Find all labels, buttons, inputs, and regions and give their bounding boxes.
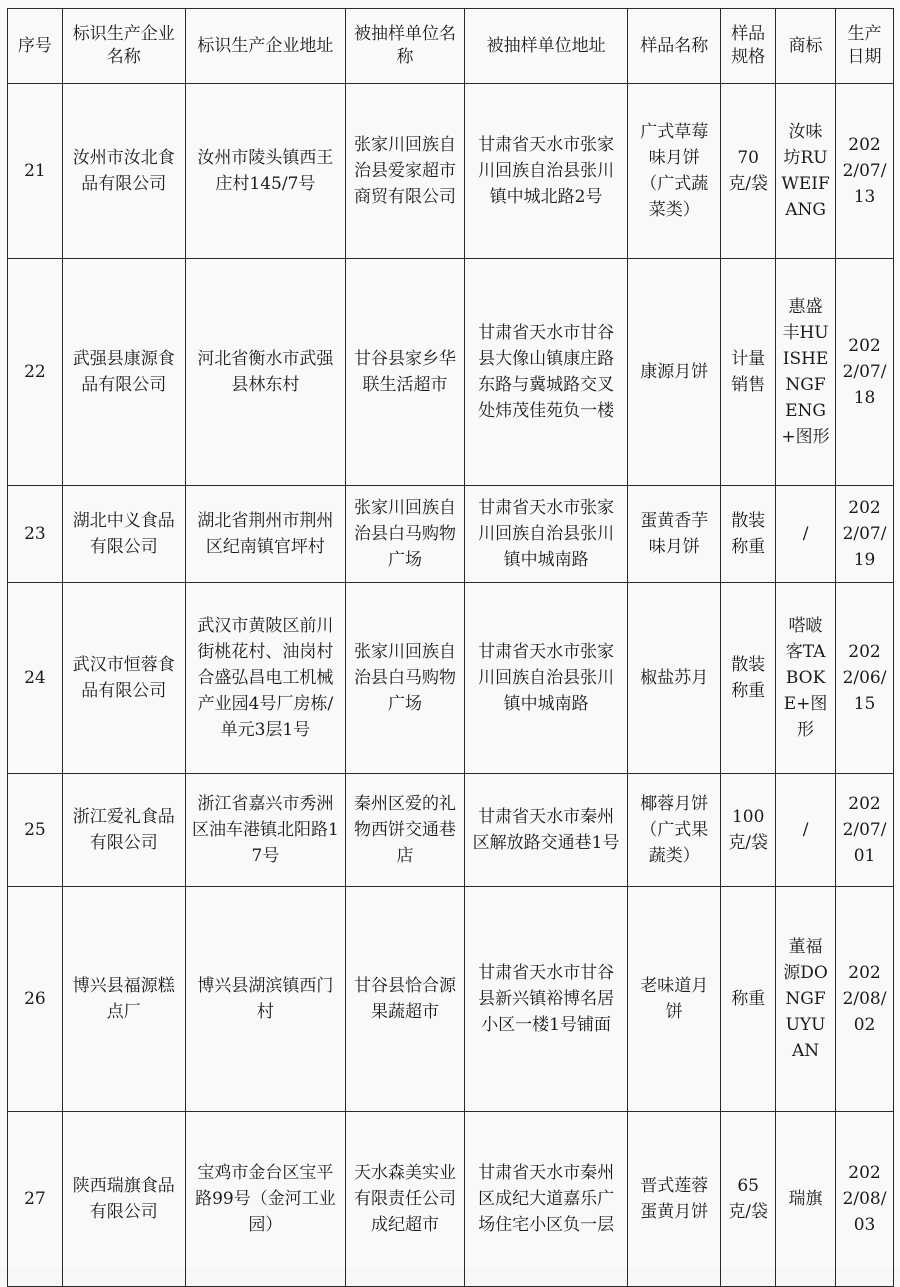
cell-spec: 100克/袋 [721, 774, 776, 887]
cell-no: 21 [8, 84, 63, 259]
cell-spec: 70克/袋 [721, 84, 776, 259]
cell-spec: 散装称重 [721, 583, 776, 774]
cell-no: 26 [8, 887, 63, 1112]
cell-trademark: 嗒啵客TABOKE+图形 [776, 583, 836, 774]
cell-trademark: / [776, 486, 836, 583]
cell-sample-name: 老味道月饼 [628, 887, 721, 1112]
cell-unit-address: 甘肃省天水市甘谷县新兴镇裕博名居小区一楼1号铺面 [464, 887, 627, 1112]
cell-date: 2022/08/03 [836, 1112, 894, 1287]
table-body [8, 84, 894, 1287]
cell-spec: 65克/袋 [721, 1112, 776, 1287]
cell-sample-name: 椒盐苏月 [628, 583, 721, 774]
cell-maker-name: 武强县康源食品有限公司 [62, 259, 185, 486]
cell-sample-name: 广式草莓味月饼（广式蔬菜类） [628, 84, 721, 259]
cell-trademark: 瑞旗 [776, 1112, 836, 1287]
cell-maker-name: 武汉市恒蓉食品有限公司 [62, 583, 185, 774]
cell-date: 2022/07/18 [836, 259, 894, 486]
cell-maker-name: 浙江爱礼食品有限公司 [62, 774, 185, 887]
table-row [8, 583, 894, 774]
header-trademark: 商标 [776, 9, 836, 84]
cell-no: 25 [8, 774, 63, 887]
table-row [8, 84, 894, 259]
cell-trademark: 汝味坊RUWEIFANG [776, 84, 836, 259]
cell-unit-name: 张家川回族自治县爱家超市商贸有限公司 [346, 84, 465, 259]
cell-unit-address: 甘肃省天水市张家川回族自治县张川镇中城南路 [464, 583, 627, 774]
cell-unit-name: 张家川回族自治县白马购物广场 [346, 486, 465, 583]
cell-unit-address: 甘肃省天水市甘谷县大像山镇康庄路东路与冀城路交叉处炜茂佳苑负一楼 [464, 259, 627, 486]
cell-unit-name: 张家川回族自治县白马购物广场 [346, 583, 465, 774]
cell-unit-name: 甘谷县家乡华联生活超市 [346, 259, 465, 486]
cell-maker-name: 博兴县福源糕点厂 [62, 887, 185, 1112]
cell-date: 2022/08/02 [836, 887, 894, 1112]
cell-maker-address: 湖北省荆州市荆州区纪南镇官坪村 [185, 486, 345, 583]
cell-no: 23 [8, 486, 63, 583]
cell-maker-name: 湖北中义食品有限公司 [62, 486, 185, 583]
cell-trademark: / [776, 774, 836, 887]
header-maker-address: 标识生产企业地址 [185, 9, 345, 84]
cell-date: 2022/07/19 [836, 486, 894, 583]
header-unit-address: 被抽样单位地址 [464, 9, 627, 84]
cell-date: 2022/07/13 [836, 84, 894, 259]
table-row [8, 1112, 894, 1287]
cell-trademark: 董福源DONGFUYUAN [776, 887, 836, 1112]
cell-sample-name: 晋式莲蓉蛋黄月饼 [628, 1112, 721, 1287]
cell-unit-address: 甘肃省天水市秦州区解放路交通巷1号 [464, 774, 627, 887]
cell-spec: 散装称重 [721, 486, 776, 583]
table-row [8, 774, 894, 887]
cell-maker-name: 陕西瑞旗食品有限公司 [62, 1112, 185, 1287]
cell-maker-address: 宝鸡市金台区宝平路99号（金河工业园） [185, 1112, 345, 1287]
cell-maker-address: 武汉市黄陂区前川街桃花村、油岗村合盛弘昌电工机械产业园4号厂房栋/单元3层1号 [185, 583, 345, 774]
header-sample-name: 样品名称 [628, 9, 721, 84]
cell-maker-name: 汝州市汝北食品有限公司 [62, 84, 185, 259]
cell-unit-name: 秦州区爱的礼物西饼交通巷店 [346, 774, 465, 887]
header-spec: 样品规格 [721, 9, 776, 84]
cell-no: 24 [8, 583, 63, 774]
table-row [8, 887, 894, 1112]
cell-sample-name: 椰蓉月饼（广式果蔬类） [628, 774, 721, 887]
cell-maker-address: 河北省衡水市武强县林东村 [185, 259, 345, 486]
cell-spec: 称重 [721, 887, 776, 1112]
header-date: 生产日期 [836, 9, 894, 84]
table-row [8, 486, 894, 583]
cell-sample-name: 蛋黄香芋味月饼 [628, 486, 721, 583]
header-no: 序号 [8, 9, 63, 84]
header-row [8, 9, 894, 84]
cell-unit-name: 天水森美实业有限责任公司成纪超市 [346, 1112, 465, 1287]
cell-no: 22 [8, 259, 63, 486]
cell-spec: 计量销售 [721, 259, 776, 486]
cell-maker-address: 浙江省嘉兴市秀洲区油车港镇北阳路17号 [185, 774, 345, 887]
cell-sample-name: 康源月饼 [628, 259, 721, 486]
header-maker-name: 标识生产企业名称 [62, 9, 185, 84]
cell-unit-address: 甘肃省天水市秦州区成纪大道嘉乐广场住宅小区负一层 [464, 1112, 627, 1287]
table-header [8, 9, 894, 84]
table-row [8, 259, 894, 486]
cell-trademark: 惠盛丰HUISHENGFENG+图形 [776, 259, 836, 486]
cell-date: 2022/07/01 [836, 774, 894, 887]
sampling-results-table [7, 8, 894, 1287]
header-unit-name: 被抽样单位名称 [346, 9, 465, 84]
cell-maker-address: 汝州市陵头镇西王庄村145/7号 [185, 84, 345, 259]
cell-unit-name: 甘谷县恰合源果蔬超市 [346, 887, 465, 1112]
cell-unit-address: 甘肃省天水市张家川回族自治县张川镇中城南路 [464, 486, 627, 583]
cell-no: 27 [8, 1112, 63, 1287]
cell-unit-address: 甘肃省天水市张家川回族自治县张川镇中城北路2号 [464, 84, 627, 259]
cell-date: 2022/06/15 [836, 583, 894, 774]
cell-maker-address: 博兴县湖滨镇西门村 [185, 887, 345, 1112]
